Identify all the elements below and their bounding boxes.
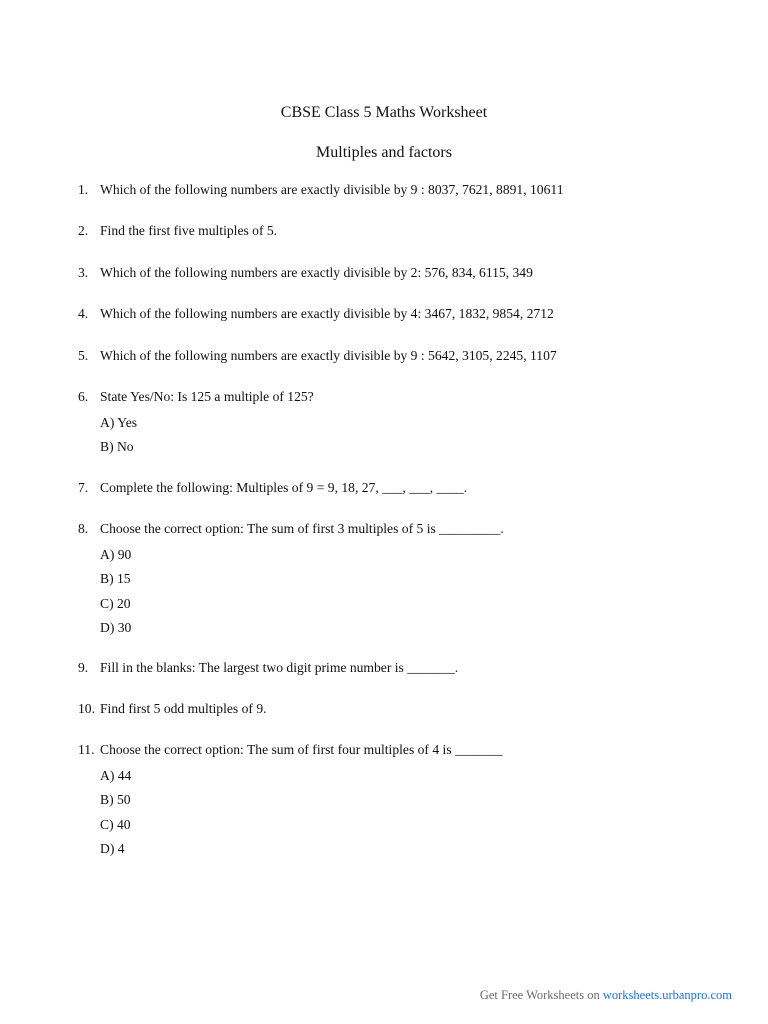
question-number: 4. [78,306,89,321]
page-subtitle: Multiples and factors [316,144,452,161]
question-11 [78,742,738,758]
question-text: Which of the following numbers are exactly divisible by 9 : 5642, 3105, 2245, 1107 [100,348,557,363]
question-number: 5. [78,348,89,363]
option-d: D) 30 [100,620,132,635]
question-3 [78,265,738,281]
question-number: 9. [78,660,89,675]
question-text: Which of the following numbers are exactly divisible by 4: 3467, 1832, 9854, 2712 [100,306,554,321]
option-a: A) Yes [100,415,138,430]
option-b: B) No [100,439,134,454]
question-text: Which of the following numbers are exactly divisible by 2: 576, 834, 6115, 349 [100,265,533,280]
question-text: State Yes/No: Is 125 a multiple of 125? [100,389,314,404]
question-number: 3. [78,265,89,280]
option-c: C) 40 [100,817,131,832]
page-title: CBSE Class 5 Maths Worksheet [280,104,488,121]
footer-text: Get Free Worksheets on [479,988,603,1002]
option-a: A) 90 [100,547,132,562]
question-number: 11. [78,742,95,757]
option-d: D) 4 [100,841,125,856]
question-text: Find first 5 odd multiples of 9. [100,701,267,716]
question-text: Fill in the blanks: The largest two digit prime number is _______. [100,660,459,675]
question-number: 8. [78,521,89,536]
question-text: Choose the correct option: The sum of first four multiples of 4 is _______ [100,742,503,757]
footer [480,988,732,1003]
question-text: Find the first five multiples of 5. [100,223,278,238]
question-7 [78,480,738,496]
question-6 [78,389,738,405]
question-4 [78,306,738,322]
question-text: Complete the following: Multiples of 9 = 9, 18, 27, ___, ___, ____. [100,480,468,495]
question-number: 6. [78,389,89,404]
question-number: 7. [78,480,89,495]
question-text: Choose the correct option: The sum of first 3 multiples of 5 is _________. [100,521,504,536]
question-number: 2. [78,223,89,238]
question-number: 10. [78,701,95,716]
question-8 [78,521,738,537]
option-b: B) 50 [100,792,131,807]
question-1 [78,182,738,198]
question-text: Which of the following numbers are exactly divisible by 9 : 8037, 7621, 8891, 10611 [100,182,564,197]
footer-link[interactable]: worksheets.urbanpro.com [602,988,732,1002]
question-number: 1. [78,182,89,197]
question-10 [78,701,738,717]
question-5 [78,348,738,364]
question-2 [78,223,738,239]
question-9 [78,660,738,676]
option-a: A) 44 [100,768,132,783]
option-b: B) 15 [100,571,131,586]
option-c: C) 20 [100,596,131,611]
